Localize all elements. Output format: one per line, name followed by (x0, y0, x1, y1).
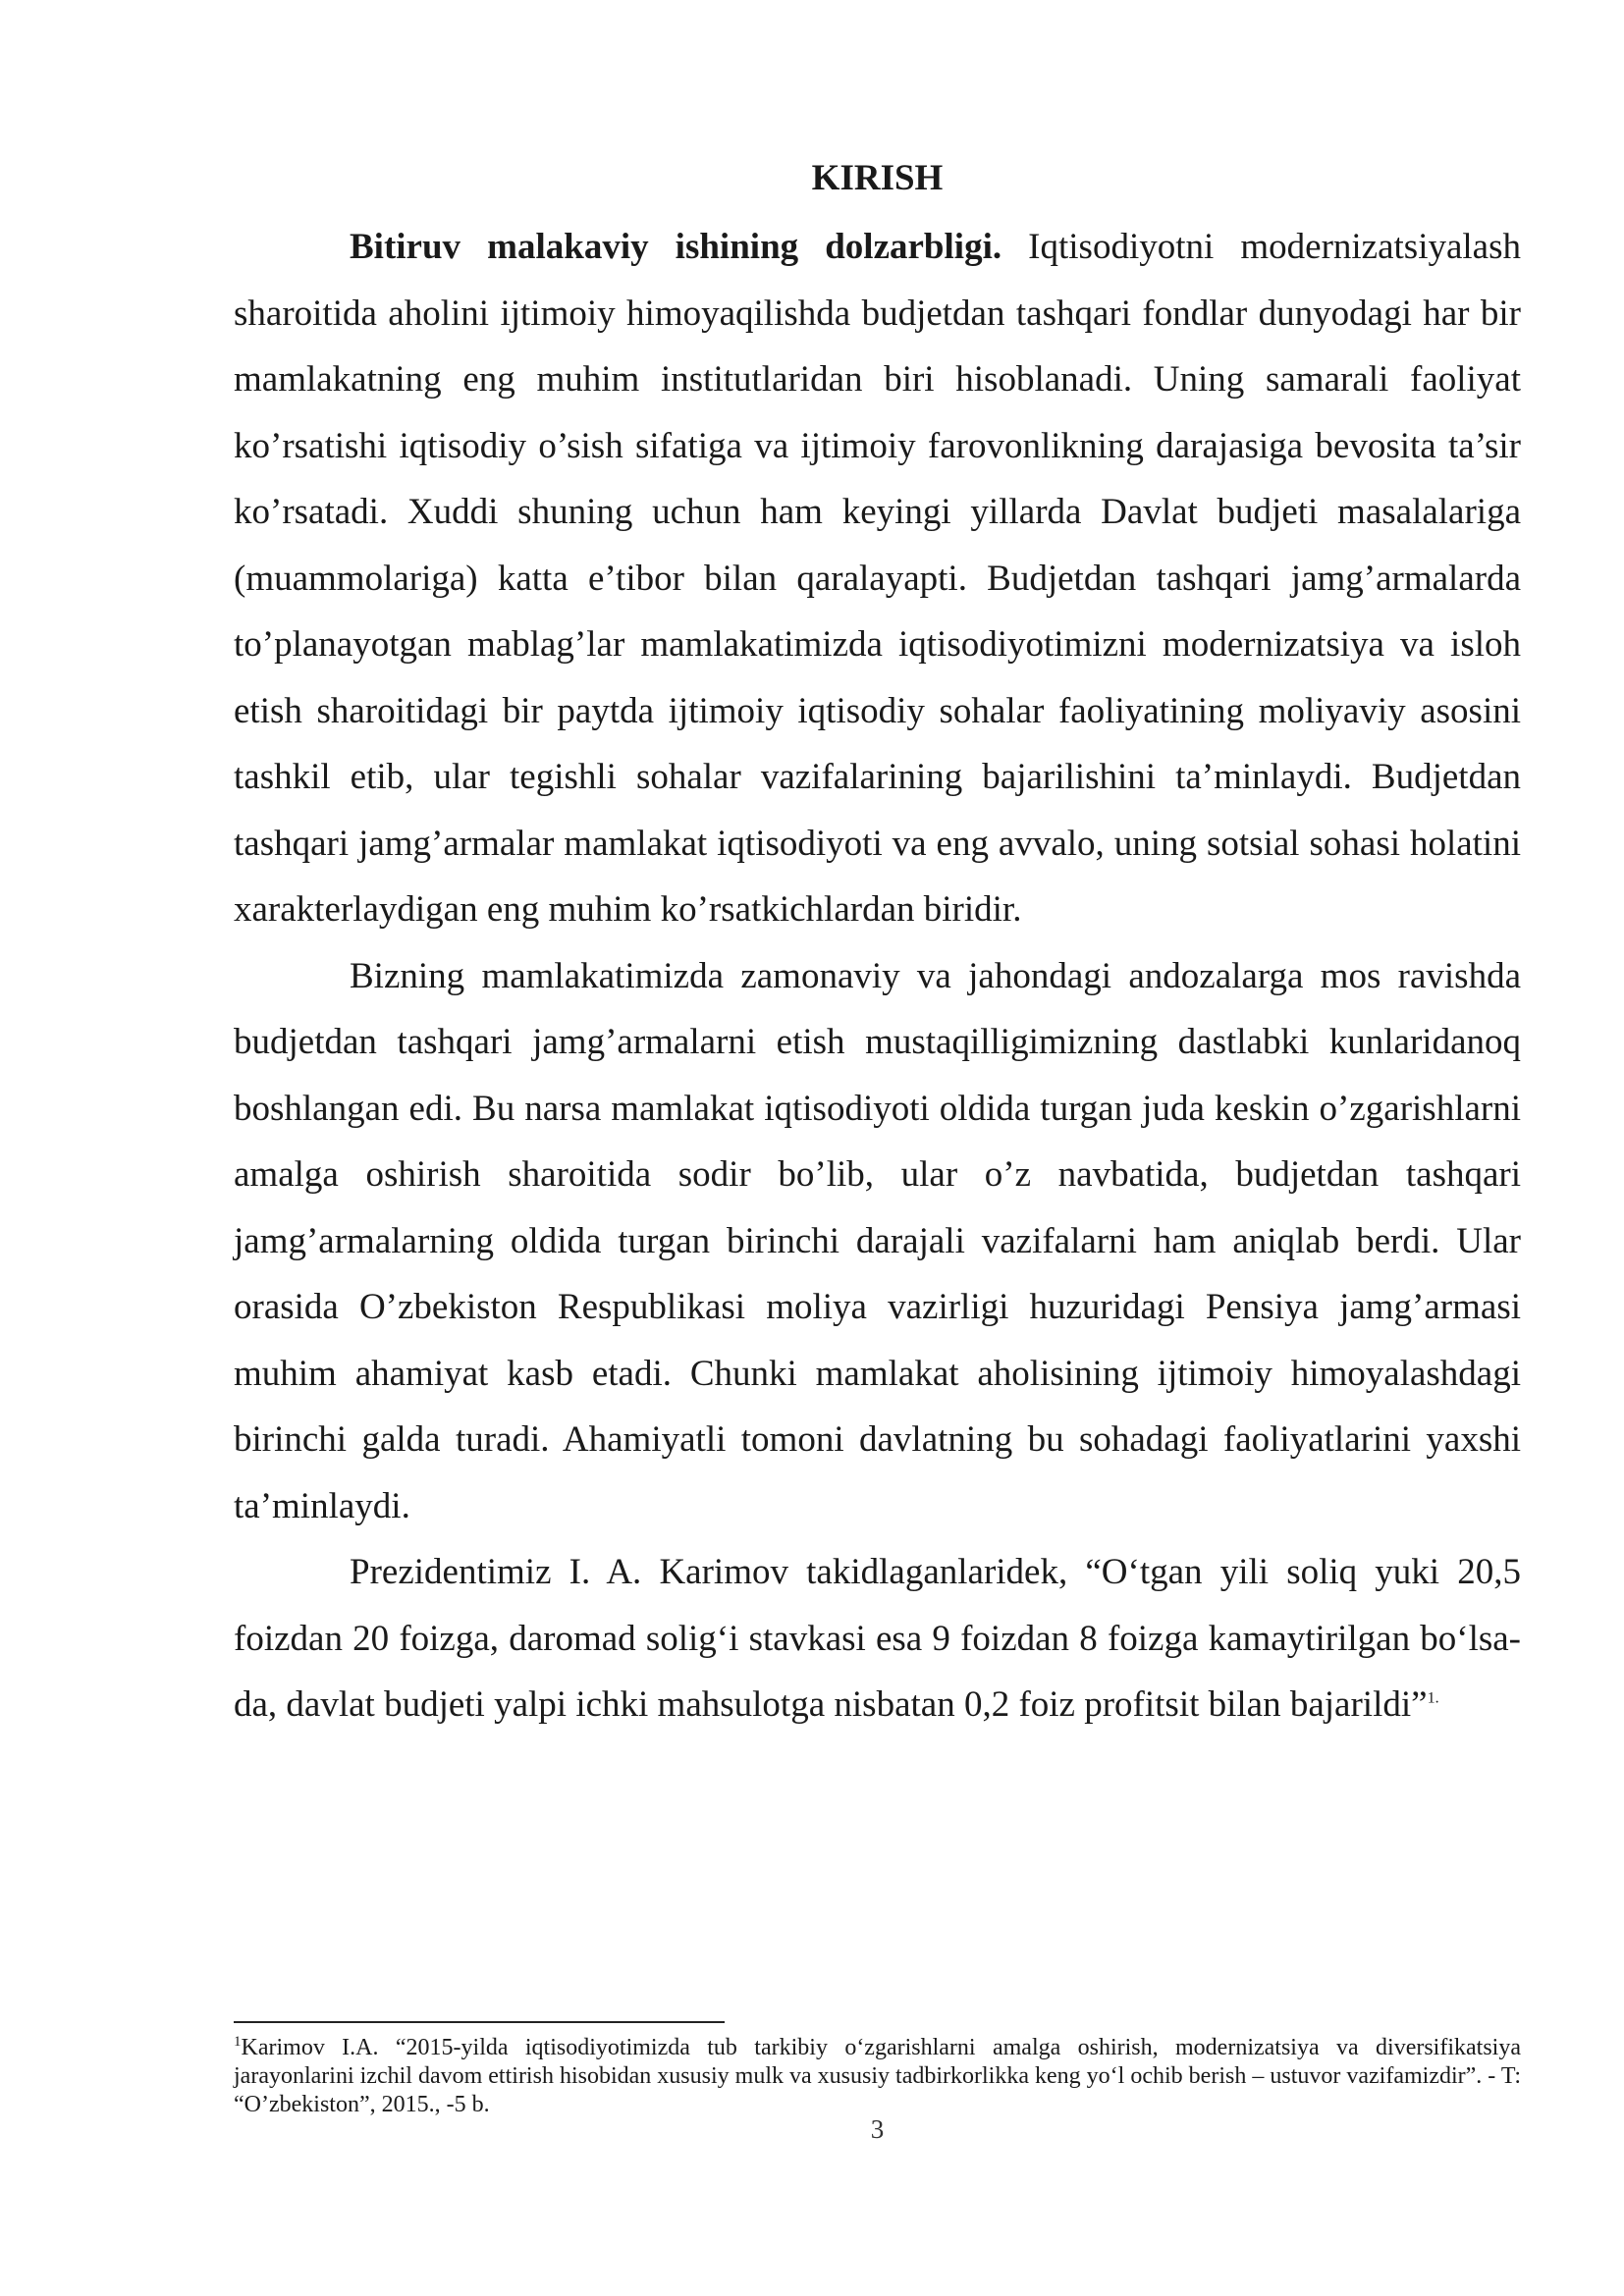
page-number: 3 (870, 2114, 885, 2144)
footnote-reference[interactable]: 1 (1427, 1689, 1435, 1707)
footnote (234, 2034, 1521, 2119)
footnote-mark: 1 (234, 2034, 242, 2050)
paragraph-text: Bizning mamlakatimizda zamonaviy va jahondagi andozalarga mos ravishda budjetdan tashqari jamg’armalarni etish mustaqilligimizning dastlabki kunlaridanoq boshlangan edi. Bu narsa mamlakat iqtisodiyoti oldida turgan juda keskin o’zgarishlarni amalga oshirish sharoitida sodir bo’lib, ular o’z navbatida, budjetdan tashqari jamg’armalarning oldida turgan birinchi darajali vazifalarni ham aniqlab berdi. Ular orasida O’zbekiston Respublikasi moliya vazirligi huzuridagi Pensiya jamg’armasi muhim ahamiyat kasb etadi. Chunki mamlakat aholisining ijtimoiy himoyalashdagi birinchi galda turadi. Ahamiyatli tomoni davlatning bu sohadagi faoliyatlarini yaxshi ta’minlaydi. (234, 955, 1521, 1526)
paragraph-text: Iqtisodiyotni modernizatsiyalash sharoitida aholini ijtimoiy himoyaqilishda budjetdan tashqari fondlar dunyodagi har bir mamlakatning eng muhim institutlaridan biri hisoblanadi. Uning samarali faoliyat ko’rsatishi iqtisodiy o’sish sifatiga va ijtimoiy farovonlikning darajasiga bevosita ta’sir ko’rsatadi. Xuddi shuning uchun ham keyingi yillarda Davlat budjeti masalalariga (muammolariga) katta e’tibor bilan qaralayapti. Budjetdan tashqari jamg’armalarda to’planayotgan mablag’lar mamlakatimizda iqtisodiyotimizni modernizatsiya va isloh etish sharoitidagi bir paytda ijtimoiy iqtisodiy sohalar faoliyatining moliyaviy asosini tashkil etib, ular tegishli sohalar vazifalarining bajarilishini ta’minlaydi. Budjetdan tashqari jamg’armalar mamlakat iqtisodiyoti va eng avvalo, uning sotsial sohasi holatini xarakterlaydigan eng muhim ko’rsatkichlardan biridir. (234, 227, 1521, 930)
body-text (234, 214, 1521, 1738)
paragraph-relevance (234, 214, 1521, 943)
section-heading: KIRISH (811, 158, 944, 198)
footnote-reference-period: . (1435, 1689, 1439, 1707)
footnote-separator (234, 2021, 725, 2023)
paragraph-quote (234, 1539, 1521, 1738)
paragraph-history (234, 943, 1521, 1540)
paragraph-text: Prezidentimiz I. A. Karimov takidlaganlaridek, “O‘tgan yili soliq yuki 20,5 foizdan 20 foizga, daromad solig‘i stavkasi esa 9 foizdan 8 foizga kamaytirilgan bo‘lsa-da, davlat budjeti yalpi ichki mahsulotga nisbatan 0,2 foiz profitsit bilan bajarildi” (234, 1552, 1521, 1725)
footnote-text: Karimov I.A. “2015-yilda iqtisodiyotimizda tub tarkibiy o‘zgarishlarni amalga oshirish, modernizatsiya va diversifikatsiya jarayonlarini izchil davom ettirish hisobidan xususiy mulk va xususiy tadbirkorlikka keng yo‘l ochib berish – ustuvor vazifamizdir”. - T: “O’zbekiston”, 2015., -5 b. (234, 2035, 1521, 2117)
paragraph-lead: Bitiruv malakaviy ishining dolzarbligi. (350, 227, 1002, 267)
